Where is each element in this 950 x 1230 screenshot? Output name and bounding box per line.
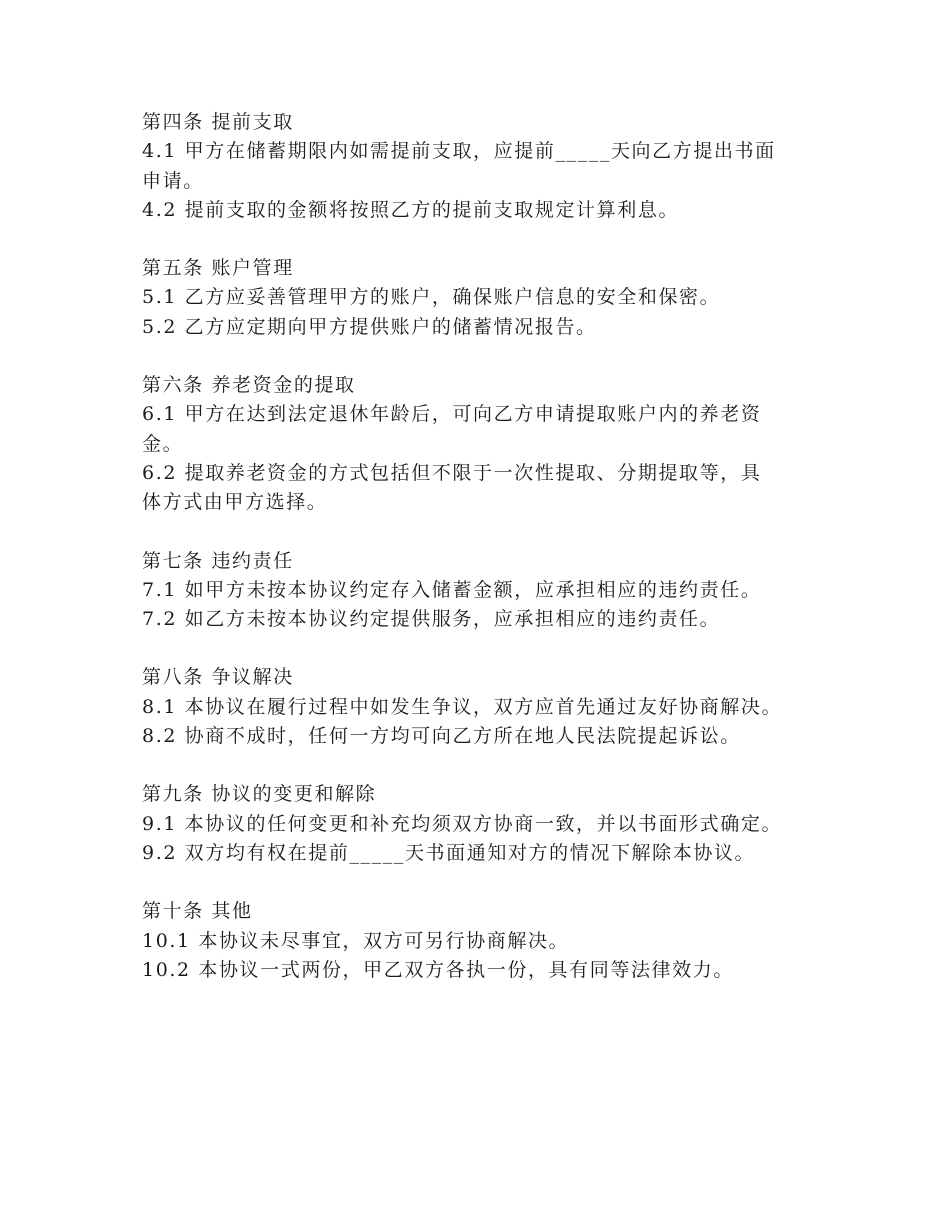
article-heading: 第九条 协议的变更和解除: [142, 783, 377, 806]
article-heading: 第六条 养老资金的提取: [142, 374, 356, 397]
clause-line: 申请。: [142, 169, 204, 192]
article-heading: 第八条 争议解决: [142, 666, 294, 689]
clause-line: 6.1 甲方在达到法定退休年龄后，可向乙方申请提取账户内的养老资: [142, 403, 762, 426]
clause-line: 体方式由甲方选择。: [142, 491, 328, 514]
clause-line: 9.2 双方均有权在提前_____天书面通知对方的情况下解除本协议。: [142, 841, 756, 864]
article-4: [142, 108, 842, 225]
article-6: [142, 371, 842, 517]
article-heading: 第五条 账户管理: [142, 257, 294, 280]
clause-line: 9.1 本协议的任何变更和补充均须双方协商一致，并以书面形式确定。: [142, 812, 783, 835]
clause-line: 8.1 本协议在履行过程中如发生争议，双方应首先通过友好协商解决。: [142, 695, 783, 718]
clause-line: 8.2 协商不成时，任何一方均可向乙方所在地人民法院提起诉讼。: [142, 725, 741, 748]
article-7: [142, 547, 842, 635]
clause-line: 5.1 乙方应妥善管理甲方的账户，确保账户信息的安全和保密。: [142, 286, 721, 309]
article-5: [142, 254, 842, 342]
clause-line: 金。: [142, 432, 184, 455]
document-body: [142, 108, 842, 1014]
clause-line: 10.2 本协议一式两份，甲乙双方各执一份，具有同等法律效力。: [142, 958, 734, 981]
article-heading: 第四条 提前支取: [142, 111, 294, 133]
clause-line: 5.2 乙方应定期向甲方提供账户的储蓄情况报告。: [142, 315, 597, 338]
clause-line: 7.2 如乙方未按本协议约定提供服务，应承担相应的违约责任。: [142, 608, 721, 631]
clause-line: 10.1 本协议未尽事宜，双方可另行协商解决。: [142, 929, 570, 952]
article-8: [142, 663, 842, 751]
clause-line: 4.1 甲方在储蓄期限内如需提前支取，应提前_____天向乙方提出书面: [142, 140, 776, 163]
article-10: [142, 897, 842, 985]
clause-line: 7.1 如甲方未按本协议约定存入储蓄金额，应承担相应的违约责任。: [142, 578, 762, 601]
article-9: [142, 780, 842, 868]
article-heading: 第十条 其他: [142, 900, 253, 923]
article-heading: 第七条 违约责任: [142, 549, 294, 572]
clause-line: 4.2 提前支取的金额将按照乙方的提前支取规定计算利息。: [142, 198, 680, 221]
clause-line: 6.2 提取养老资金的方式包括但不限于一次性提取、分期提取等，具: [142, 461, 762, 484]
